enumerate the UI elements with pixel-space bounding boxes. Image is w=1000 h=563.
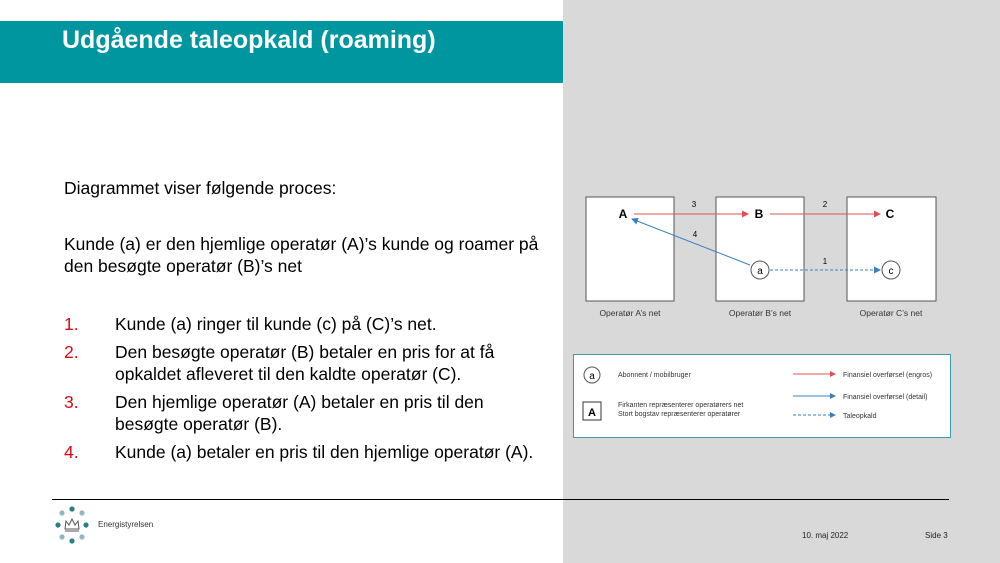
operator-b-label: B	[754, 207, 764, 221]
footer-date: 10. maj 2022	[802, 531, 849, 540]
step-number: 3.	[64, 392, 79, 412]
legend-retail-text: Finansiel overførsel (detail)	[843, 394, 928, 401]
step-item-2	[64, 341, 544, 385]
step-number: 1.	[64, 314, 79, 334]
step-text: Kunde (a) betaler en pris til den hjemlige operatør (A).	[115, 442, 534, 462]
edge-4-label: 4	[692, 230, 698, 239]
step-item-4	[64, 441, 544, 463]
step-number: 2.	[64, 342, 79, 362]
step-text: Den besøgte operatør (B) betaler en pris for at få opkaldet afleveret til den kaldte operatør (C).	[115, 342, 495, 384]
edge-2-label: 2	[822, 200, 828, 209]
step-number: 4.	[64, 442, 79, 462]
network-box-a	[586, 197, 674, 301]
intro-text: Diagrammet viser følgende proces:	[64, 178, 337, 198]
operator-a-label: A	[618, 207, 628, 221]
subscriber-a-label: a	[757, 266, 763, 277]
slide-title: Udgående taleopkald (roaming)	[62, 26, 436, 54]
roaming-diagram	[578, 188, 958, 328]
crown-logo-icon	[52, 505, 92, 545]
subscriber-c-label: c	[888, 266, 894, 277]
legend-wholesale-text: Finansiel overførsel (engros)	[843, 372, 933, 379]
diagram-legend	[573, 354, 951, 438]
step-item-1	[64, 313, 544, 335]
legend-subscriber-symbol: a	[589, 371, 595, 382]
org-name: Energistyrelsen	[98, 520, 154, 529]
edge-3-label: 3	[691, 200, 697, 209]
description-text: Kunde (a) er den hjemlige operatør (A)’s kunde og roamer på den besøgte operatør (B)’s net	[64, 234, 539, 276]
edge-1-label: 1	[822, 257, 828, 266]
operator-c-label: C	[885, 207, 895, 221]
step-text: Kunde (a) ringer til kunde (c) på (C)’s net.	[115, 314, 437, 334]
footer-page-number: Side 3	[925, 531, 948, 540]
network-a-caption: Operatør A’s net	[599, 308, 661, 318]
network-c-caption: Operatør C’s net	[859, 308, 923, 318]
footer-divider	[52, 499, 949, 500]
legend-voice-text: Taleopkald	[843, 413, 877, 420]
network-b-caption: Operatør B’s net	[728, 308, 792, 318]
legend-subscriber-text: Abonnent / mobilbruger	[618, 372, 691, 379]
legend-operator-text-1: Firkanten repræsenterer operatørers net	[618, 402, 744, 409]
legend-operator-text-2: Stort bogstav repræsenterer operatører	[618, 411, 741, 418]
step-list	[64, 313, 544, 469]
step-item-3	[64, 391, 544, 435]
legend-operator-symbol: A	[588, 407, 596, 419]
step-text: Den hjemlige operatør (A) betaler en pris til den besøgte operatør (B).	[115, 392, 484, 434]
